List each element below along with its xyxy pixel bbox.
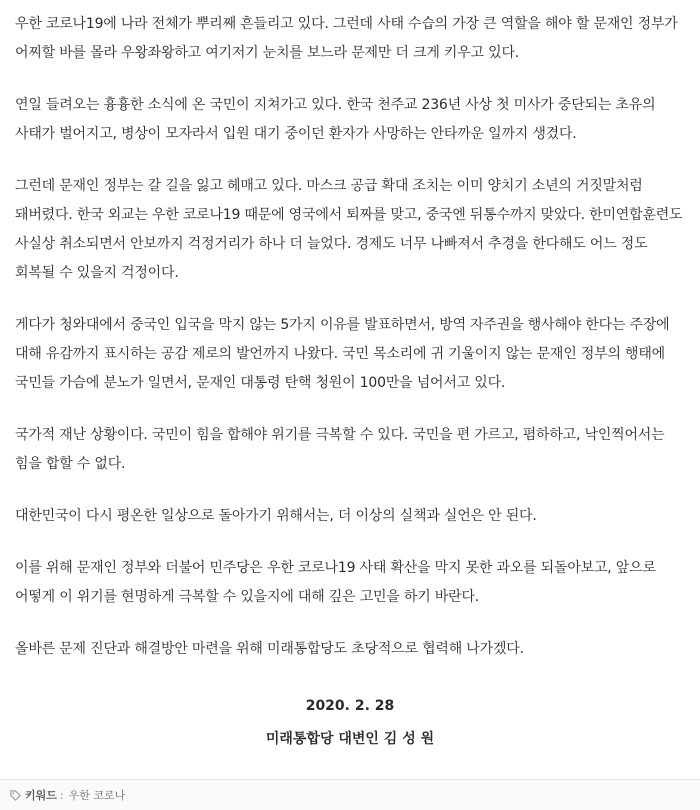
paragraph-3: 그런데 문재인 정부는 갈 길을 잃고 헤매고 있다. 마스크 공급 확대 조치는 이미 양치기 소년의 거짓말처럼 돼버렸다. 한국 외교는 우한 코로나19 때문에 영국에서 퇴짜를 맞고, 중국엔 뒤통수까지 맞았다. 한미연합훈련도 사실상 취소되면서 안보까지 걱정거리가 하나 더 늘었다. 경제도 너무 나빠져서 추경을 한다해도 어느 정도 회복될 수 있을지 걱정이다. xyxy=(15,178,683,281)
spokesperson-signature: 미래통합당 대변인 김 성 원 xyxy=(265,731,435,747)
tag-icon xyxy=(10,790,21,801)
keyword-bar xyxy=(0,779,700,810)
paragraph-6: 대한민국이 다시 평온한 일상으로 돌아가기 위해서는, 더 이상의 실책과 실언은 안 된다. xyxy=(15,508,537,524)
paragraph-2: 연일 들려오는 흉흉한 소식에 온 국민이 지쳐가고 있다. 한국 천주교 236년 사상 첫 미사가 중단되는 초유의 사태가 벌어지고, 병상이 모자라서 입원 대기 중이던 환자가 사망하는 안타까운 일까지 생겼다. xyxy=(15,97,656,142)
keyword-link[interactable]: 우한 코로나 xyxy=(68,789,126,802)
paragraph-7: 이를 위해 문재인 정부와 더불어 민주당은 우한 코로나19 사태 확산을 막지 못한 과오를 되돌아보고, 앞으로 어떻게 이 위기를 현명하게 극복할 수 있을지에 대해 깊은 고민을 하기 바란다. xyxy=(15,560,656,605)
keyword-separator: : xyxy=(59,788,64,802)
paragraph-8: 올바른 문제 진단과 해결방안 마련을 위해 미래통합당도 초당적으로 협력해 나가겠다. xyxy=(15,641,524,657)
paragraph-5: 국가적 재난 상황이다. 국민이 힘을 합해야 위기를 극복할 수 있다. 국민을 편 가르고, 폄하하고, 낙인찍어서는 힘을 합할 수 없다. xyxy=(15,427,665,472)
paragraph-4: 게다가 청와대에서 중국인 입국을 막지 않는 5가지 이유를 발표하면서, 방역 자주권을 행사해야 한다는 주장에 대해 유감까지 표시하는 공감 제로의 발언까지 나왔다. 국민 목소리에 귀 기울이지 않는 문재인 정부의 행태에 국민들 가슴에 분노가 일면서, 문재인 대통령 탄핵 청원이 100만을 넘어서고 있다. xyxy=(15,317,670,391)
statement-date: 2020. 2. 28 xyxy=(305,698,395,714)
paragraph-1: 우한 코로나19에 나라 전체가 뿌리째 흔들리고 있다. 그런데 사태 수습의 가장 큰 역할을 해야 할 문재인 정부가 어찌할 바를 몰라 우왕좌왕하고 여기저기 눈치를 보느라 문제만 더 크게 키우고 있다. xyxy=(15,16,678,61)
keyword-label: 키워드 xyxy=(25,789,57,802)
